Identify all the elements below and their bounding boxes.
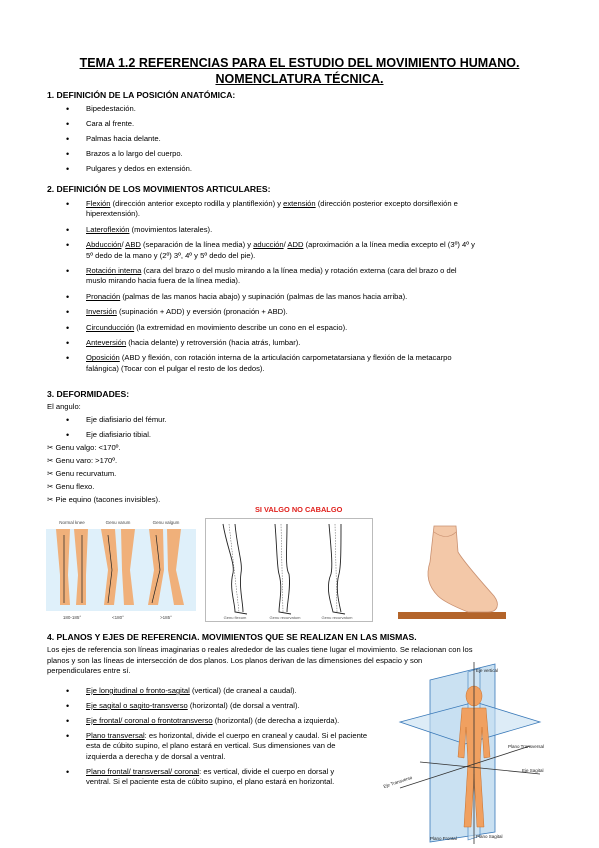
text: /: [121, 240, 126, 250]
term: Abducción: [86, 240, 122, 250]
plane-label: Eje Sagital: [522, 768, 544, 773]
list-item: [66, 199, 566, 209]
section-2-heading: 2. DEFINICIÓN DE LOS MOVIMIENTOS ARTICULARES:: [47, 184, 271, 194]
list-item: [66, 240, 566, 250]
equine-foot-figure: [398, 522, 506, 624]
list-item: [66, 731, 406, 741]
text: (supinación + ADD) y eversión (pronación + ABD).: [116, 307, 288, 317]
list-item: [66, 292, 566, 302]
knee-alignment-figure: [46, 515, 196, 623]
list-item: • Eje diafisiario tibial.: [66, 430, 167, 440]
section-1-heading: 1. DEFINICIÓN DE LA POSICIÓN ANATÓMICA:: [47, 90, 236, 100]
text: (separación de la línea media) y: [140, 240, 254, 250]
text: Genu recurvatum.: [55, 469, 117, 478]
list-item: • Eje diafisiario del fémur.: [66, 415, 167, 425]
scissors-icon: ✂: [47, 456, 54, 465]
sketch-caption: Genu recurvatum: [321, 615, 353, 620]
term: Circunducción: [86, 322, 135, 332]
term: extensión: [283, 199, 316, 208]
text: (palmas de las manos hacia abajo) y supinación (palmas de las manos hacia arriba).: [120, 291, 408, 301]
list-item: [66, 353, 566, 363]
text: Genu varo: >170º.: [55, 456, 118, 465]
term: aducción: [253, 240, 284, 250]
list-item: • Bipedestación.: [66, 104, 192, 114]
leg-label: Genu varum: [105, 520, 131, 525]
term: ABD: [125, 240, 141, 250]
section-4-list: [66, 686, 406, 788]
title-line-2: NOMENCLATURA TÉCNICA.: [215, 72, 384, 86]
scissor-list: [47, 443, 160, 505]
continuation: muslo mirando hacia fuera de la línea media).: [86, 276, 241, 286]
scissors-icon: ✂: [47, 469, 54, 478]
list-item: • Cara al frente.: [66, 119, 192, 129]
text: (dirección anterior excepto rodilla y plantiflexión) y: [110, 199, 284, 208]
list-item: [66, 686, 406, 696]
leg-angle: 180-185°: [62, 615, 82, 620]
plane-label: Plano Frontal: [430, 836, 457, 841]
text: /: [283, 240, 288, 250]
plane-label: Plano Transversal: [508, 744, 545, 749]
text: Genu valgo: <170º.: [55, 443, 121, 452]
section-3-heading: 3. DEFORMIDADES:: [47, 389, 130, 399]
term: Eje longitudinal o fronto-sagital: [86, 686, 190, 695]
scissor-item: [47, 495, 160, 505]
text: (la extremidad en movimiento describe un cono en el espacio).: [134, 322, 348, 332]
list-item: [66, 307, 566, 317]
text: Pie equino (tacones invisibles).: [55, 495, 161, 504]
text: (horizontal) (de derecha a izquierda).: [212, 716, 340, 725]
term: Flexión: [86, 199, 111, 208]
list-item: [66, 338, 566, 348]
paragraph-line: Los ejes de referencia son líneas imaginarias o reales alrededor de las cuales tiene lugar el movimiento. Se relacionan con los: [47, 645, 473, 654]
list-item: [66, 266, 566, 276]
list-item: • Brazos a lo largo del cuerpo.: [66, 149, 192, 159]
scissor-item: [47, 482, 160, 492]
section-3-list: [66, 415, 167, 440]
term: ADD: [287, 240, 304, 250]
red-caption: SI VALGO NO CABALGO: [255, 505, 343, 514]
plane-label: Eje vertical: [476, 668, 499, 673]
list-item: [66, 225, 566, 235]
text: (vertical) (de craneal a caudal).: [189, 686, 297, 695]
list-item: • Palmas hacia delante.: [66, 134, 192, 144]
continuation: ventral. Si el paciente esta de cúbito supino, el plano estará en horizontal.: [86, 777, 335, 787]
title-line-1: TEMA 1.2 REFERENCIAS PARA EL ESTUDIO DEL MOVIMIENTO HUMANO.: [79, 56, 520, 70]
term: Pronación: [86, 291, 121, 301]
text: : es horizontal, divide el cuerpo en craneal y caudal. Si el paciente: [144, 731, 368, 740]
term: Rotación interna: [86, 266, 142, 276]
list-item: • Pulgares y dedos en extensión.: [66, 164, 192, 174]
paragraph-line: perpendiculares entre sí.: [47, 666, 131, 676]
scissors-icon: ✂: [47, 443, 54, 452]
list-item: [66, 716, 406, 726]
list-item: [66, 323, 566, 333]
continuation: izquierda a derecha y de dorsal a ventral.: [86, 751, 226, 761]
term: Inversión: [86, 307, 117, 317]
scissor-item: [47, 456, 160, 466]
term: Oposición: [86, 353, 120, 363]
list-item: [66, 767, 406, 777]
list-item: [66, 701, 406, 711]
section-2-list: [66, 199, 566, 374]
term: Eje sagital o sagito-transverso: [86, 701, 188, 710]
angle-intro: El angulo:: [47, 402, 81, 411]
term: Lateroflexión: [86, 224, 130, 234]
continuation: hiperextensión).: [86, 209, 141, 219]
anatomical-planes-figure: [380, 662, 555, 844]
sketch-caption: Genu flexum: [223, 615, 247, 620]
text: (hacia delante) y retroversión (hacia atrás, lumbar).: [126, 338, 301, 348]
term: Plano transversal: [86, 731, 145, 740]
term: Plano frontal/ transversal/ coronal: [86, 766, 200, 776]
continuation: 5º dedo de la mano y (2º) 3º, 4º y 5º dedo del pie).: [86, 250, 256, 260]
text: (aproximación a la línea media excepto el (3º) 4º y: [303, 240, 475, 250]
section-4-heading: 4. PLANOS Y EJES DE REFERENCIA. MOVIMIENTOS QUE SE REALIZAN EN LAS MISMAS.: [47, 632, 417, 642]
text: (movimientos laterales).: [129, 224, 213, 234]
continuation: esta de cúbito supino, el plano estará en vertical. Sus dimensiones van de: [86, 741, 336, 751]
text: Genu flexo.: [55, 482, 95, 491]
term: Anteversión: [86, 338, 127, 348]
term: Eje frontal/ coronal o frontotransverso: [86, 716, 213, 725]
text: (horizontal) (de dorsal a ventral).: [187, 701, 300, 710]
leg-label: Normal knee: [59, 520, 85, 525]
text: : es vertical, divide el cuerpo en dorsal y: [199, 766, 335, 776]
text: (ABD y flexión, con rotación interna de la articulación carpometatarsiana y flexión de la metacarpo: [119, 353, 452, 363]
leg-angle: >185°: [160, 615, 172, 620]
knee-sketch-figure: [205, 518, 373, 622]
leg-angle: <180°: [112, 615, 124, 620]
scissors-icon: ✂: [47, 482, 54, 491]
leg-label: Genu valgum: [152, 520, 180, 525]
paragraph-line: planos y son las líneas de intersección de dos planos. Los planos derivan de las dimensiones del espacio y son: [47, 655, 423, 665]
text: (cara del brazo o del muslo mirando a la línea media) y rotación externa (cara del brazo o del: [141, 266, 457, 276]
plane-label: Eje Transverso: [382, 774, 413, 789]
scissors-icon: ✂: [47, 495, 54, 504]
sketch-caption: Genu recurvatum: [269, 615, 301, 620]
continuation: falángica) (Tocar con el pulgar el resto de los dedos).: [86, 363, 265, 373]
scissor-item: [47, 443, 160, 453]
text: (dirección posterior excepto dorsiflexión e: [315, 199, 458, 208]
plane-label: Plano Sagital: [476, 834, 503, 839]
section-1-list: [66, 104, 192, 174]
scissor-item: [47, 469, 160, 479]
